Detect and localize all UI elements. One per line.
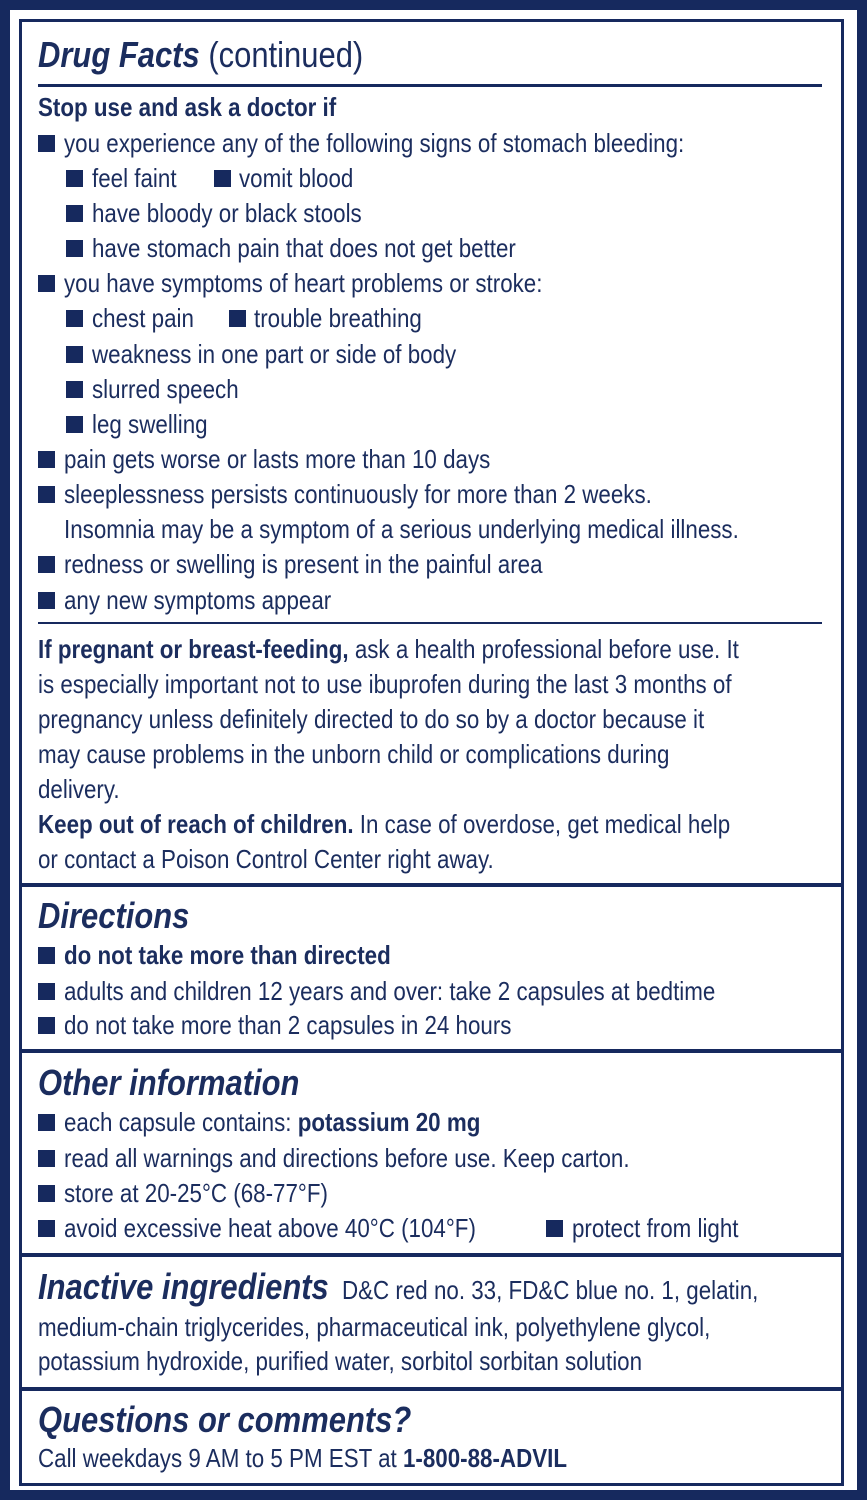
keep-out-line-1 — [38, 809, 730, 839]
bullet-square-icon — [38, 275, 55, 292]
bullet-square-icon — [38, 451, 55, 468]
other-information-heading: Other information — [38, 1062, 300, 1103]
pregnant-line-3: pregnancy unless definitely directed to do so by a doctor because it — [38, 704, 705, 734]
bullet-square-icon — [38, 947, 55, 964]
stomach-bleeding-intro: you experience any of the following signs of stomach bleeding: — [64, 128, 685, 158]
pregnant-bold: If pregnant or breast-feeding, — [38, 634, 349, 664]
symptom-bloody-stools: have bloody or black stools — [92, 198, 362, 228]
bullet-square-icon — [66, 240, 83, 257]
inactive-line-3: potassium hydroxide, purified water, sorbitol sorbitan solution — [38, 1346, 643, 1376]
pregnant-text: ask a health professional before use. It — [354, 634, 739, 664]
bullet-square-icon — [38, 983, 55, 1000]
questions-heading: Questions or comments? — [38, 1399, 412, 1440]
directions-item-2: adults and children 12 years and over: take 2 capsules at bedtime — [64, 976, 716, 1006]
bullet-square-icon — [546, 1220, 563, 1237]
symptom-slurred-speech: slurred speech — [92, 374, 239, 404]
potassium-amount: potassium 20 mg — [297, 1107, 481, 1137]
call-hours-text: Call weekdays 9 AM to 5 PM EST at — [38, 1443, 397, 1473]
bullet-square-icon — [214, 170, 231, 187]
drug-facts-title-suffix: (continued) — [208, 34, 364, 75]
subsection-rule — [38, 622, 822, 624]
other-item-4: avoid excessive heat above 40°C (104°F) — [64, 1213, 476, 1243]
inactive-ingredients-heading: Inactive ingredients — [38, 1266, 329, 1307]
bullet-square-icon — [38, 135, 55, 152]
pregnant-line-5: delivery. — [38, 774, 120, 804]
bullet-square-icon — [66, 205, 83, 222]
section-divider — [19, 1253, 844, 1257]
directions-item-1: do not take more than directed — [64, 940, 391, 970]
bullet-square-icon — [38, 556, 55, 573]
bullet-square-icon — [38, 1017, 55, 1034]
new-symptoms: any new symptoms appear — [64, 585, 332, 615]
bullet-square-icon — [38, 486, 55, 503]
other-item-1 — [64, 1107, 480, 1137]
bullet-square-icon — [38, 1185, 55, 1202]
section-divider — [19, 1387, 844, 1391]
pregnant-line-1 — [38, 634, 739, 664]
drug-facts-title — [38, 35, 363, 75]
symptom-feel-faint: feel faint — [92, 163, 177, 193]
bullet-square-icon — [66, 346, 83, 363]
pain-worse: pain gets worse or lasts more than 10 days — [64, 444, 491, 474]
bullet-square-icon — [66, 170, 83, 187]
drug-facts-title-text: Drug Facts — [38, 34, 200, 75]
directions-item-3: do not take more than 2 capsules in 24 hours — [64, 1010, 512, 1040]
bullet-square-icon — [66, 310, 83, 327]
phone-number: 1-800-88-ADVIL — [402, 1443, 568, 1473]
keep-out-text: In case of overdose, get medical help — [359, 809, 731, 839]
pregnant-line-4: may cause problems in the unborn child or complications during — [38, 739, 670, 769]
inactive-line-2: medium-chain triglycerides, pharmaceutical ink, polyethylene glycol, — [38, 1312, 711, 1342]
sleeplessness-line-1: sleeplessness persists continuously for more than 2 weeks. — [64, 479, 652, 509]
pregnant-line-2: is especially important not to use ibuprofen during the last 3 months of — [38, 669, 732, 699]
bullet-square-icon — [66, 381, 83, 398]
keep-out-bold: Keep out of reach of children. — [38, 809, 354, 839]
symptom-vomit-blood: vomit blood — [239, 163, 354, 193]
inactive-line-1: D&C red no. 33, FD&C blue no. 1, gelatin, — [342, 1275, 759, 1305]
other-item-5: protect from light — [572, 1213, 739, 1243]
questions-call-line — [38, 1443, 567, 1473]
other-item-3: store at 20-25°C (68-77°F) — [64, 1178, 328, 1208]
keep-out-line-2: or contact a Poison Control Center right away. — [38, 844, 494, 874]
section-divider — [19, 1049, 844, 1053]
bullet-square-icon — [229, 310, 246, 327]
directions-heading: Directions — [38, 895, 190, 936]
title-rule — [38, 84, 822, 87]
heart-problems-intro: you have symptoms of heart problems or stroke: — [64, 268, 543, 298]
stop-use-heading: Stop use and ask a doctor if — [38, 92, 337, 122]
bullet-square-icon — [38, 1114, 55, 1131]
sleeplessness-line-2: Insomnia may be a symptom of a serious underlying medical illness. — [64, 514, 739, 544]
capsule-contains-text: each capsule contains: — [64, 1107, 292, 1137]
bullet-square-icon — [38, 1220, 55, 1237]
bullet-square-icon — [38, 1150, 55, 1167]
other-item-2: read all warnings and directions before use. Keep carton. — [64, 1143, 630, 1173]
symptom-trouble-breathing: trouble breathing — [254, 303, 422, 333]
symptom-leg-swelling: leg swelling — [92, 409, 208, 439]
symptom-chest-pain: chest pain — [92, 303, 194, 333]
symptom-weakness: weakness in one part or side of body — [92, 339, 457, 369]
section-divider — [19, 883, 844, 887]
symptom-stomach-pain: have stomach pain that does not get better — [92, 233, 516, 263]
bullet-square-icon — [38, 592, 55, 609]
redness-swelling: redness or swelling is present in the painful area — [64, 549, 543, 579]
bullet-square-icon — [66, 416, 83, 433]
